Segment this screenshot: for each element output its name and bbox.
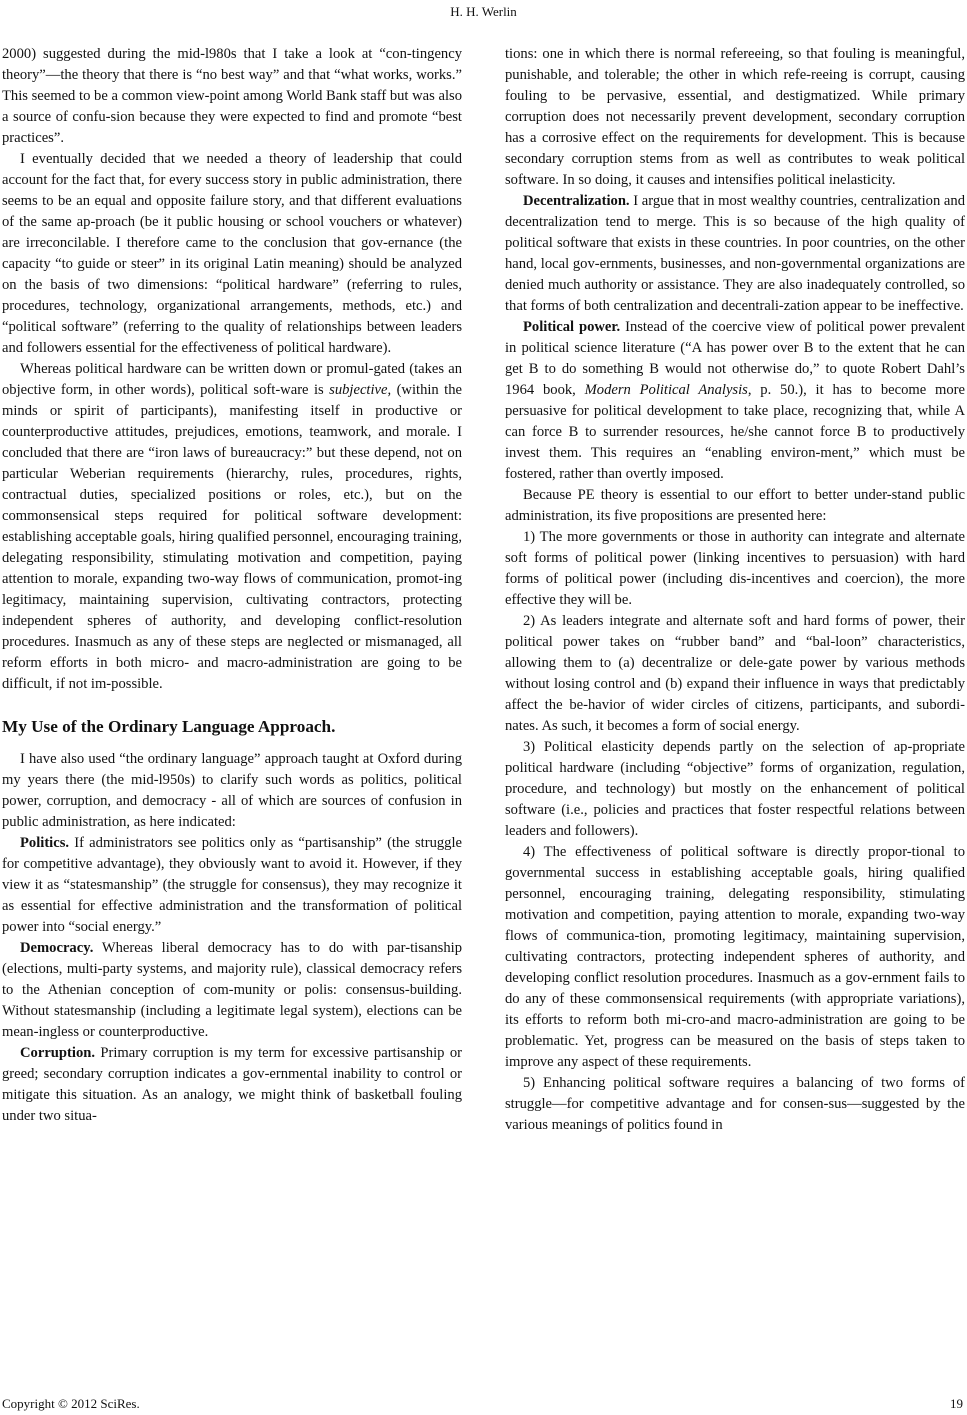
paragraph: tions: one in which there is normal refereeing, so that fouling is meaningful, punishable, and tolerable; the other in which refe-reeing is corrupt, causing fouling to be pervasive, essential, and destigmatized. While primary corruption does not necessarily prevent development, secondary corruption has a corrosive effect on the requirements for development. This is because secondary corruption stems from as well as contributes to weak political software. In so doing, it causes and intensifies political inelasticity. <box>505 46 965 188</box>
paragraph <box>2 359 462 695</box>
proposition-2: 2) As leaders integrate and alternate soft and hard forms of power, their political power takes on “rubber band” and “bal-loon” characteristics, allowing them to (a) decentralize or dele-gate power by various methods without losing control and (b) expand their influence in ways that predictably affect the be-havior of wider circles of citizens, participants, and subordi-nates. As such, it becomes a form of social energy. <box>505 613 965 734</box>
text-run: Whereas liberal democracy has to do with par-tisanship (elections, multi-party systems, and majority rule), classical democracy refers to the Athenian conception of com-munity or polis: consensus-building. Without statesmanship (including a legitimate legal system), elections can be mean-ingless or counterproductive. <box>2 940 462 1040</box>
right-column <box>505 44 965 1136</box>
proposition-5: 5) Enhancing political software requires a balancing of two forms of struggle—for competitive advantage and for consen-sus—suggested by the various meanings of politics found in <box>505 1075 965 1133</box>
running-head: H. H. Werlin <box>450 4 517 19</box>
text-run: If administrators see politics only as “partisanship” (the struggle for competitive advantage), they obviously want to avoid it. However, if they view it as “statesmanship” (the struggle for consensus), they may recognize it as essential for effective administration and the transformation of political power into “social energy.” <box>2 835 462 935</box>
term-democracy: Democracy. <box>20 940 94 956</box>
paragraph: I have also used “the ordinary language” approach taught at Oxford during my years there (the mid-l950s) to clarify such words as politics, political power, corruption, and democracy - all of which are sources of confusion in public administration, as here indicated: <box>2 751 462 830</box>
text-run: (within the minds or spirit of participants), manifesting itself in productive or counterproductive attitudes, prejudices, emotions, teamwork, and morale. I concluded that there are “iron laws of bureaucracy:” but these depend, not on particular Weberian requirements (hierarchy, rules, procedures, rights, contractual duties, specialized positions or roles, etc.), but on the commonsensical steps required for political software development: establishing acceptable goals, hiring qualified personnel, encouraging training, delegating responsibility, stimulating motivation and competition, paying attention to morale, expanding two-way flows of communication, promot-ing legitimacy, maintaining supervision, cultivating contractors, protecting independent spheres of authority, and developing conflict-resolution procedures. Inasmuch as any of these steps are neglected or mismanaged, all reform efforts in both micro- and macro-administration are going to be difficult, if not im-possible. <box>2 382 462 692</box>
text-run: , p. 50.), it has to become more persuasive for political development to take place, recognizing that, while A can force B to surrender resources, he/she cannot force B to productively invest them. This requires an “enabling environ-ment,” which must be fostered, rather than overtly imposed. <box>505 382 965 482</box>
text-run: Primary corruption is my term for excessive partisanship or greed; secondary corruption indicates a gov-ernmental inability to control or mitigate this situation. As an analogy, we might think of basketball fouling under two situa- <box>2 1045 462 1124</box>
emphasis: Modern Political Analysis <box>584 382 748 398</box>
term-decentralization: Decentralization. <box>523 193 630 209</box>
proposition-1: 1) The more governments or those in authority can integrate and alternate soft forms of political power (linking incentives to persuasion) with hard forms of political power (including dis-incentives and coercion), the more effective they will be. <box>505 529 965 608</box>
term-corruption: Corruption. <box>20 1045 95 1061</box>
text-run: Instead of the coercive view of political power prevalent in political science literature (“A has power over B to the extent that he can get B to do something B would not otherwise do,” to quote Robert Dahl’s 1964 book, <box>505 319 965 398</box>
proposition-4: 4) The effectiveness of political software is directly propor-tional to governmental success in establishing acceptable goals, hiring qualified personnel, encouraging training, delegating responsibility, stimulating motivation and competition, paying attention to morale, expanding two-way flows of communica-tion, promoting legitimacy, maintaining supervision, cultivating contractors, protecting independent spheres of authority, and developing conflict resolution procedures. Inasmuch as a gov-ernment fails to do any of these commonsensical requirements (with appropriate variations), its efforts to reform both mi-cro-and macro-administration are going to be problematic. Yet, progress can be measured on the basis of steps taken to improve any aspect of these requirements. <box>505 844 965 1070</box>
term-political-power: Political power. <box>523 319 621 335</box>
emphasis: subjective, <box>329 382 392 398</box>
left-column <box>2 44 462 1127</box>
term-politics: Politics. <box>20 835 70 851</box>
paragraph: Because PE theory is essential to our effort to better under-stand public administration, its five propositions are presented here: <box>505 487 965 524</box>
proposition-3: 3) Political elasticity depends partly on the selection of ap-propriate political hardware (including “objective” forms of organization, regulation, procedure, and technology) but mostly on the enhancement of political software (i.e., policies and practices that foster respectful relations between leaders and followers). <box>505 739 965 839</box>
text-run: I argue that in most wealthy countries, centralization and decentralization tend to merge. This is so because of the high quality of political software that exists in these countries. In poor countries, on the other hand, local gov-ernments, businesses, and non-governmental organizations are denied much authority or assistance. They are also inadequately controlled, so that forms of both centralization and decentrali-zation appear to be ineffective. <box>505 193 965 314</box>
copyright-notice: Copyright © 2012 SciRes. <box>2 1396 140 1411</box>
section-heading: My Use of the Ordinary Language Approach. <box>2 717 336 736</box>
paragraph-corruption <box>2 1043 462 1127</box>
paragraph: 2000) suggested during the mid-l980s that I take a look at “con-tingency theory”—the theory that there is “no best way” and that “what works, works.” This seemed to be a common view-point among World Bank staff but was also a source of confu-sion because they were expected to find and promote “best practices”. <box>2 46 462 146</box>
paragraph: I eventually decided that we needed a theory of leadership that could account for the fact that, for every success story in public administration, there seems to be an equal and opposite failure story, and that different evaluations of the same ap-proach (be it public housing or school vouchers or whatever) are irreconcilable. I therefore came to the conclusion that gov-ernance (the capacity “to guide or steer” in its original Latin meaning) should be analyzed on the basis of two dimensions: “political hardware” (referring to rules, procedures, technology, organizational arrangements, methods, etc.) and “political software” (referring to the quality of relationships between leaders and followers essential for the effectiveness of political hardware). <box>2 151 462 356</box>
paragraph-democracy <box>2 938 462 1043</box>
paragraph-political-power <box>505 317 965 485</box>
paragraph-decentralization <box>505 191 965 317</box>
paragraph-politics <box>2 833 462 938</box>
page-number: 19 <box>950 1396 963 1411</box>
text-run: Whereas political hardware can be written down or promul-gated (takes an objective form, in other words), political soft-ware is <box>2 361 462 398</box>
